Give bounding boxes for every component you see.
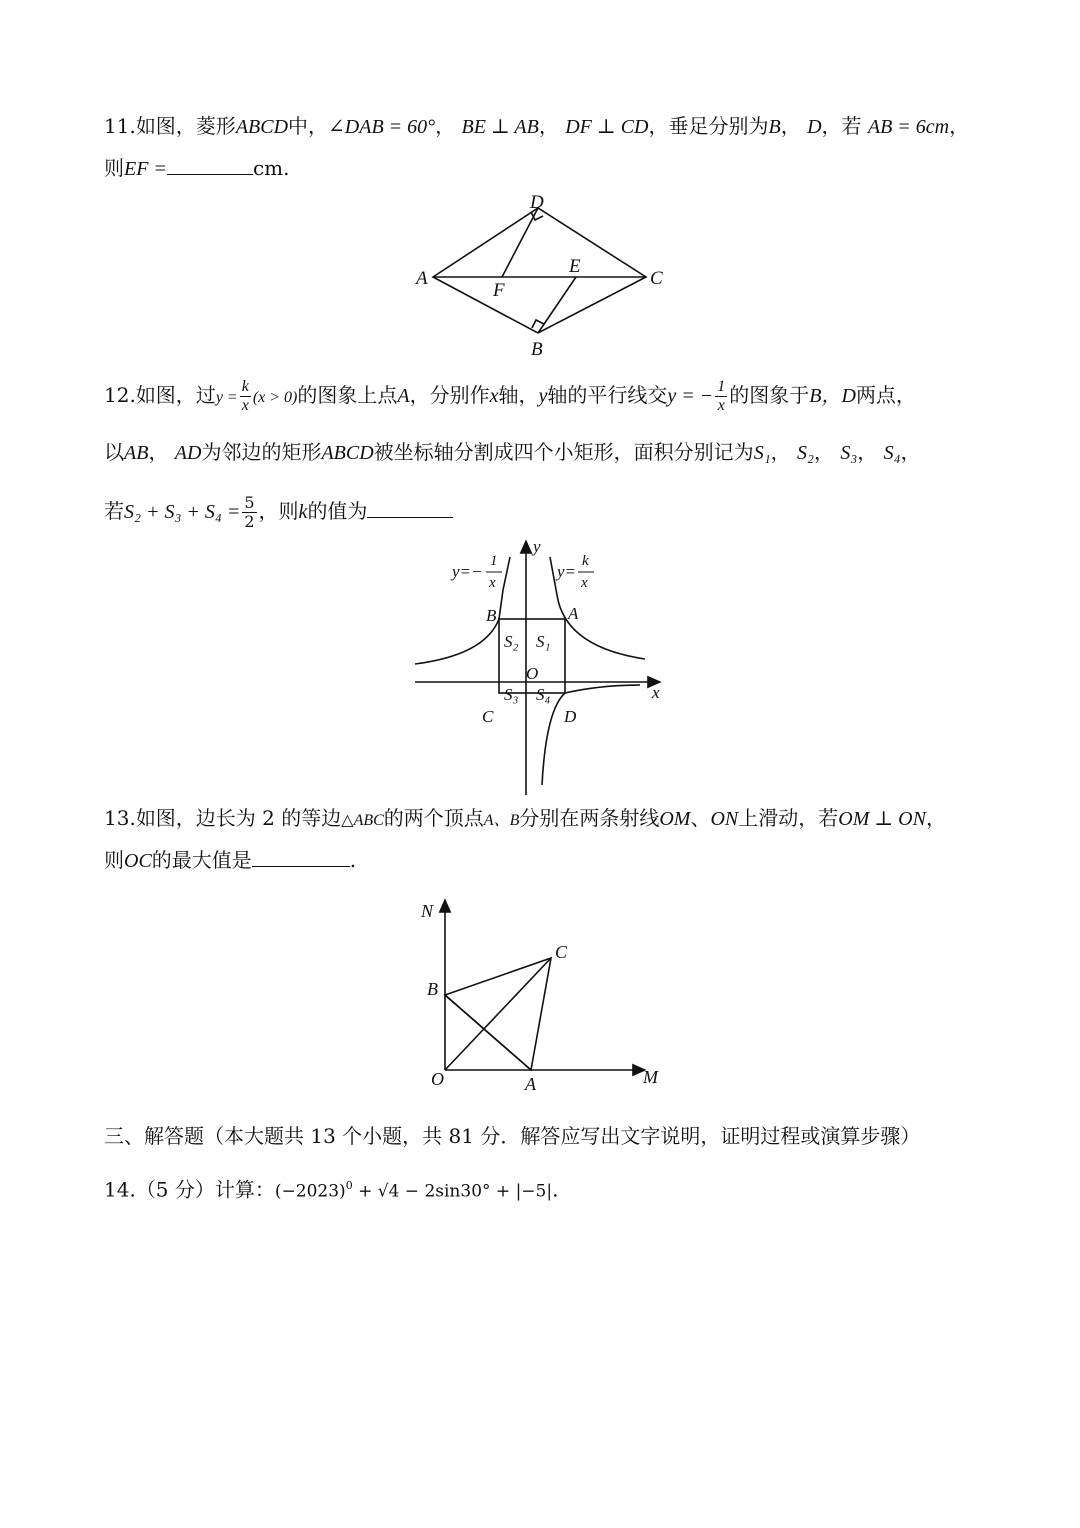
label-o: O	[526, 664, 539, 683]
triangle-figure	[415, 895, 670, 1095]
label-x: x	[652, 683, 660, 702]
answer-blank	[252, 848, 350, 867]
answer-blank	[367, 499, 453, 518]
rhombus-figure	[410, 190, 680, 365]
section-3-heading: 三、解答题（本大题共 13 个小题，共 81 分．解答应写出文字说明，证明过程或演算步骤）	[104, 1124, 921, 1148]
label-s4: S₄	[536, 685, 551, 704]
label-left-func-num: 1	[490, 553, 498, 569]
rhombus-abcd	[433, 208, 646, 333]
q11-number: 11.	[104, 114, 136, 138]
q13-line2: 则OC的最大值是 .	[104, 848, 357, 872]
segment-df	[502, 208, 538, 277]
segment-be	[538, 277, 576, 333]
q11-line2: 则EF = cm.	[104, 156, 290, 180]
fraction-5-over-2: $\frac{5}{2}$	[244, 493, 255, 531]
label-o: O	[431, 1069, 444, 1089]
segment-ba	[445, 995, 531, 1070]
segment-oc	[445, 958, 551, 1070]
label-right-func-num: k	[582, 553, 589, 569]
label-d: D	[564, 707, 577, 726]
label-m: M	[643, 1067, 658, 1087]
answer-blank	[167, 156, 253, 175]
label-n: N	[421, 901, 434, 921]
label-e: E	[569, 256, 581, 277]
fraction-k-over-x: $\frac{k}{x}$	[241, 378, 249, 414]
label-a: A	[568, 604, 579, 623]
q12-line1: 12.如图，过y = $\frac{k}{x}$ (x > 0)的图象上点A，分别作x轴，y轴的平行线交y = − $\frac{1}{x}$ 的图象于B，D两点，	[104, 378, 916, 414]
hyperbola-figure	[410, 535, 680, 800]
label-s3: S₃	[504, 685, 519, 704]
label-c: C	[650, 268, 663, 289]
label-a: A	[416, 268, 428, 289]
label-c: C	[482, 707, 494, 726]
curve-right-lower-1	[565, 685, 640, 693]
label-y: y	[533, 537, 541, 556]
q12-line2: 以AB， AD为邻边的矩形ABCD被坐标轴分割成四个小矩形，面积分别记为S₁， S₂， S₃， S₄，	[104, 440, 921, 464]
label-left-func: y=−	[452, 562, 483, 581]
label-b: B	[486, 606, 497, 625]
label-b: B	[427, 979, 438, 999]
q13-line1: 13.如图，边长为 2 的等边△ABC的两个顶点A、B分别在两条射线OM、ON上滑动，若OM ⊥ ON，	[104, 806, 946, 830]
label-right-func: y=	[557, 562, 577, 581]
label-a: A	[525, 1074, 536, 1094]
q14-line: 14.（5 分）计算：$(-2023)^0 + √4 - 2\sin 30^\circ + |-5|$.	[104, 1177, 559, 1202]
label-f: F	[493, 280, 505, 301]
curve-right-lower-2	[542, 693, 565, 785]
q12-line3: 若S₂ + S₃ + S₄ = $\frac{5}{2}$ ，则k的值为	[104, 494, 453, 531]
q11-line1: 11.如图，菱形ABCD中，∠DAB = 60°， BE ⊥ AB， DF ⊥ CD，垂足分别为B， D，若 AB = 6cm，	[104, 114, 970, 138]
label-left-func-den: x	[489, 575, 496, 591]
label-b: B	[531, 339, 543, 360]
label-d: D	[530, 192, 544, 213]
label-s2: S₂	[504, 632, 519, 651]
label-right-func-den: x	[581, 575, 588, 591]
label-c: C	[555, 942, 568, 962]
fraction-1-over-x: $\frac{1}{x}$	[717, 378, 726, 414]
label-s1: S₁	[536, 632, 551, 651]
